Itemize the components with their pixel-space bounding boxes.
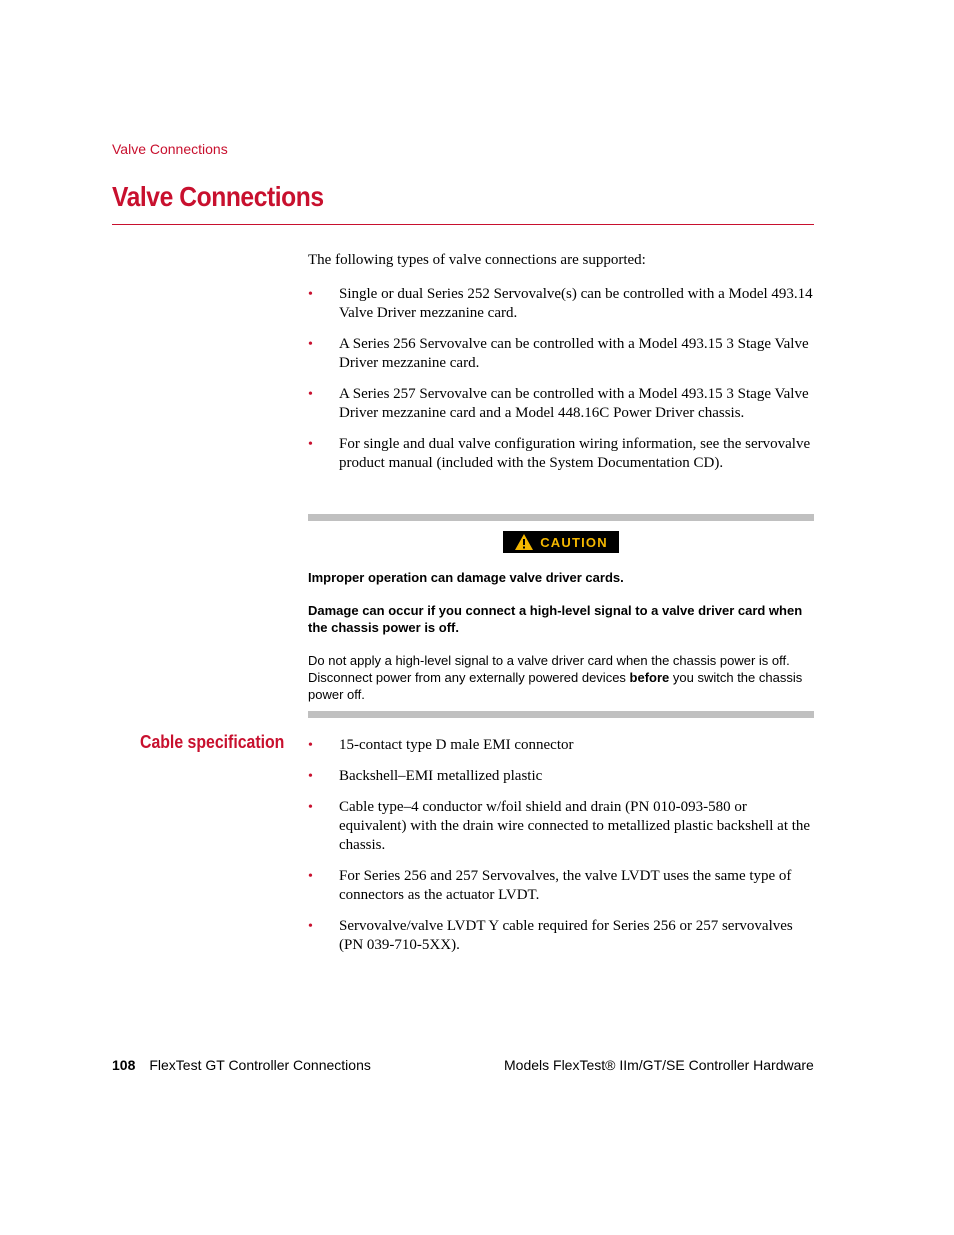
list-item xyxy=(308,285,814,323)
emphasis: before xyxy=(629,670,670,685)
list-item-text: For single and dual valve configuration wiring information, see the servovalve product manual (included with the System Documentation CD). xyxy=(339,436,811,471)
intro-paragraph: The following types of valve connections are supported: xyxy=(308,252,646,268)
bullet-icon: • xyxy=(308,337,313,352)
list-item xyxy=(308,335,814,373)
list-item-text: Cable type–4 conductor w/foil shield and drain (PN 010-093-580 or equivalent) with the drain wire connected to metallized plastic backshell at the chassis. xyxy=(339,799,811,853)
list-item-text: Single or dual Series 252 Servovalve(s) can be controlled with a Model 493.14 Valve Driver mezzanine card. xyxy=(339,286,813,321)
footer-left xyxy=(112,1057,371,1073)
list-item-text: For Series 256 and 257 Servovalves, the valve LVDT uses the same type of connectors as the actuator LVDT. xyxy=(339,868,792,903)
bullet-icon: • xyxy=(308,919,313,934)
valve-connection-list xyxy=(308,285,814,485)
list-item-text: A Series 257 Servovalve can be controlled with a Model 493.15 3 Stage Valve Driver mezzanine card and a Model 448.16C Power Driver chassis. xyxy=(339,386,809,421)
list-item-text: A Series 256 Servovalve can be controlled with a Model 493.15 3 Stage Valve Driver mezzanine card. xyxy=(339,336,809,371)
bullet-icon: • xyxy=(308,869,313,884)
footer-section: FlexTest GT Controller Connections xyxy=(149,1057,371,1073)
footer-manual-title: Models FlexTest® IIm/GT/SE Controller Hardware xyxy=(504,1057,814,1073)
cable-spec-list xyxy=(308,736,814,967)
caution-warning: Damage can occur if you connect a high-level signal to a valve driver card when the chassis power is off. xyxy=(308,603,803,635)
caution-instruction: Do not apply a high-level signal to a valve driver card when the chassis power is off. Disconnect power from any externally powered devices before you switch the chassis power off. xyxy=(308,653,803,702)
caution-badge xyxy=(503,531,619,553)
caution-top-rule xyxy=(308,514,814,521)
title-divider xyxy=(112,224,814,225)
bullet-icon: • xyxy=(308,437,313,452)
caution-heading: Improper operation can damage valve driver cards. xyxy=(308,570,624,585)
cable-spec-heading: Cable specification xyxy=(140,732,285,752)
bullet-icon: • xyxy=(308,287,313,302)
warning-triangle-icon xyxy=(514,533,534,551)
caution-bottom-rule xyxy=(308,711,814,718)
list-item-text: Backshell–EMI metallized plastic xyxy=(339,768,543,784)
list-item xyxy=(308,798,814,855)
page-number: 108 xyxy=(112,1057,136,1073)
list-item-text: Servovalve/valve LVDT Y cable required for Series 256 or 257 servovalves (PN 039-710-5XX). xyxy=(339,918,793,953)
list-item xyxy=(308,435,814,473)
bullet-icon: • xyxy=(308,738,313,753)
running-head: Valve Connections xyxy=(112,141,228,157)
list-item xyxy=(308,867,814,905)
list-item xyxy=(308,385,814,423)
bullet-icon: • xyxy=(308,387,313,402)
list-item xyxy=(308,736,814,755)
list-item xyxy=(308,917,814,955)
bullet-icon: • xyxy=(308,769,313,784)
bullet-icon: • xyxy=(308,800,313,815)
caution-message xyxy=(308,569,814,719)
page-title: Valve Connections xyxy=(112,181,324,212)
list-item xyxy=(308,767,814,786)
list-item-text: 15-contact type D male EMI connector xyxy=(339,737,574,753)
caution-label: CAUTION xyxy=(540,534,608,550)
